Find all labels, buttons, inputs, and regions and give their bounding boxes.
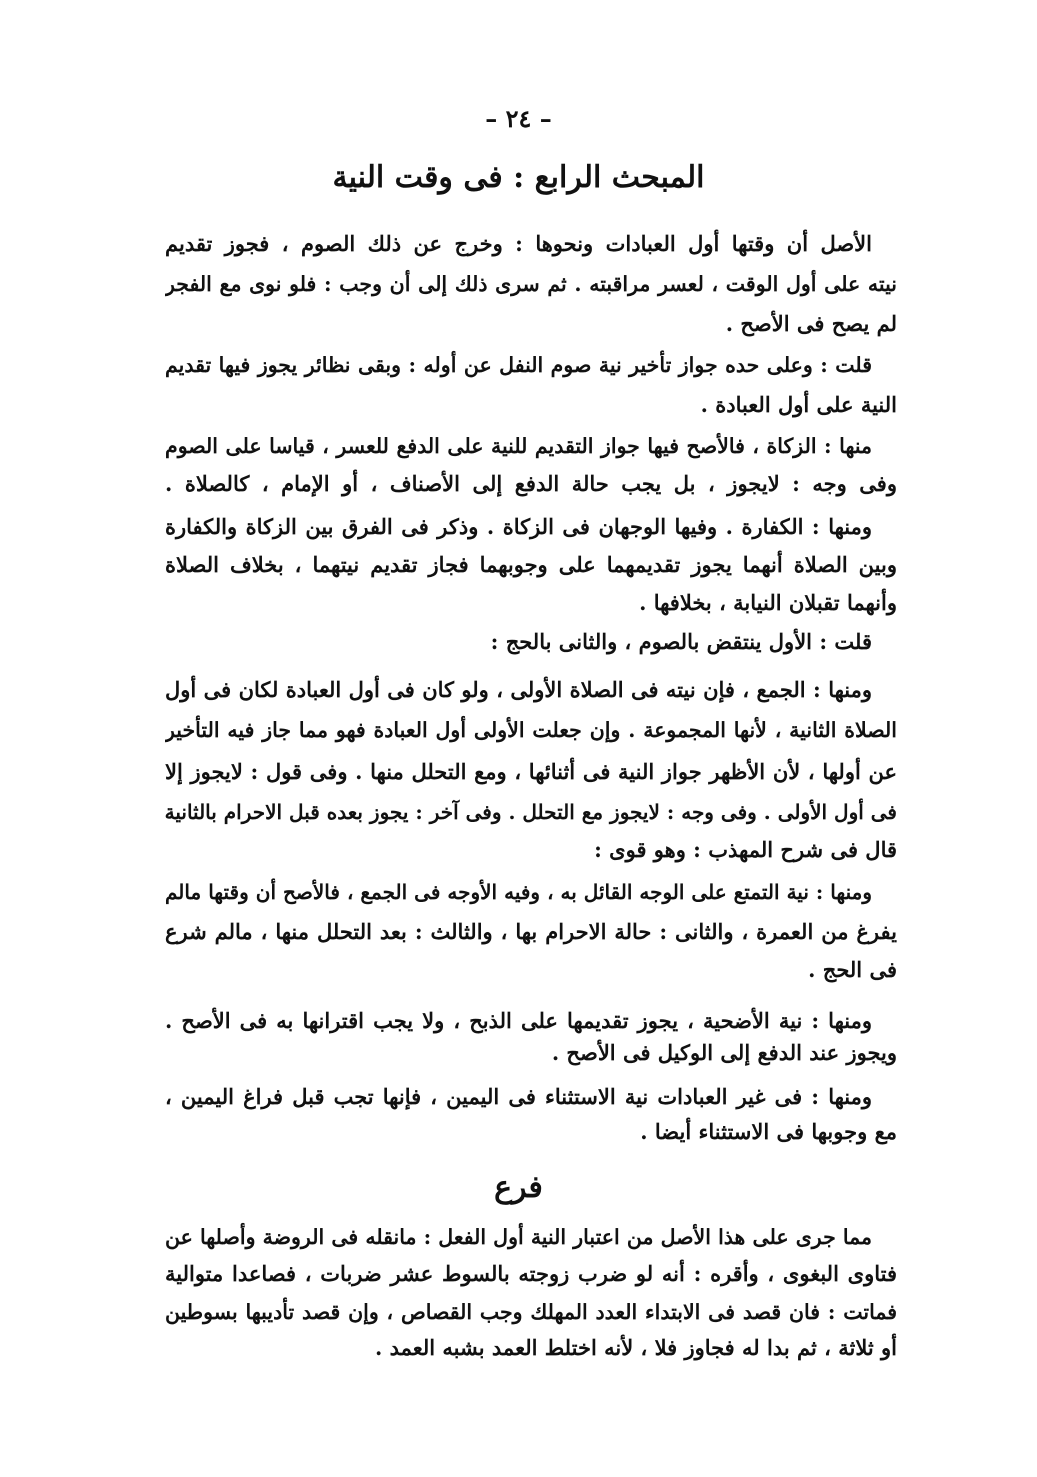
text-line: وبين الصلاة أنهما يجوز تقديمهما على وجوبهما فجاز تقديم نيتهما ، بخلاف الصلاة <box>165 552 897 577</box>
text-line: وأنهما تقبلان النيابة ، بخلافها . <box>639 590 897 615</box>
text-line: عن أولها ، لأن الأظهر جواز النية فى أثنائها ، ومع التحلل منها . وفى قول : لايجوز إلا <box>165 759 897 784</box>
page-number: – ٢٤ – <box>485 104 552 133</box>
text-line: فتاوى البغوى ، وأقره : أنه لو ضرب زوجته بالسوط عشر ضربات ، فصاعدا متوالية <box>165 1261 897 1286</box>
text-line: فى أول الأولى . وفى وجه : لايجوز مع التحلل . وفى آخر : يجوز بعده قبل الاحرام بالثانية <box>165 800 897 824</box>
text-line: نيته على أول الوقت ، لعسر مراقبته . ثم سرى ذلك إلى أن وجب : فلو نوى مع الفجر <box>165 272 897 296</box>
text-line: مما جرى على هذا الأصل من اعتبار النية أول الفعل : مانقله فى الروضة وأصلها عن <box>165 1225 872 1249</box>
section-heading: المبحث الرابع : فى وقت النية <box>332 160 705 195</box>
text-line: ويجوز عند الدفع إلى الوكيل فى الأصح . <box>551 1040 897 1065</box>
text-line: ومنها : الكفارة . وفيها الوجهان فى الزكاة . وذكر فى الفرق بين الزكاة والكفارة <box>165 514 872 539</box>
text-line: وفى وجه : لايجوز ، بل يجب حالة الدفع إلى الأصناف ، أو الإمام ، كالصلاة . <box>165 471 897 496</box>
text-line: ومنها : الجمع ، فإن نيته فى الصلاة الأولى ، ولو كان فى أول العبادة لكان فى أول <box>165 677 872 702</box>
text-line: النية على أول العبادة . <box>700 392 897 417</box>
text-line: مع وجوبها فى الاستثناء أيضا . <box>640 1119 897 1144</box>
text-line: فماتت : فان قصد فى الابتداء العدد المهلك وجب القصاص ، وإن قصد تأديبها بسوطين <box>165 1300 897 1324</box>
text-line: ومنها : نية الأضحية ، يجوز تقديمها على الذبح ، ولا يجب اقترانها به فى الأصح . <box>165 1008 872 1033</box>
text-line: أو ثلاثة ، ثم بدا له فجاوز فلا ، لأنه اختلط العمد بشبه العمد . <box>374 1335 897 1360</box>
text-line: ومنها : نية التمتع على الوجه القائل به ، وفيه الأوجه فى الجمع ، فالأصح أن وقتها مالم <box>165 880 872 904</box>
text-line: قلت : وعلى حده جواز تأخير نية صوم النفل عن أوله : وبقى نظائر يجوز فيها تقديم <box>165 353 872 377</box>
text-line: منها : الزكاة ، فالأصح فيها جواز التقديم للنية على الدفع للعسر ، قياسا على الصوم <box>165 434 872 458</box>
text-line: فى الحج . <box>808 957 897 982</box>
text-line: لم يصح فى الأصح . <box>725 311 897 336</box>
text-line: يفرغ من العمرة ، والثانى : حالة الاحرام بها ، والثالث : بعد التحلل منها ، مالم شرع <box>165 919 897 944</box>
text-line: قال فى شرح المهذب : وهو قوى : <box>594 837 897 862</box>
text-line: ومنها : فى غير العبادات نية الاستثناء فى اليمين ، فإنها تجب قبل فراغ اليمين ، <box>165 1084 872 1109</box>
text-line: الصلاة الثانية ، لأنها المجموعة . وإن جعلت الأولى أول العبادة فهو مما جاز فيه التأخير <box>165 718 897 742</box>
text-line: الأصل أن وقتها أول العبادات ونحوها : وخرج عن ذلك الصوم ، فجوز تقديم <box>165 231 872 256</box>
subheading: فرع <box>494 1170 543 1205</box>
text-line: قلت : الأول ينتقض بالصوم ، والثانى بالحج : <box>490 629 872 654</box>
